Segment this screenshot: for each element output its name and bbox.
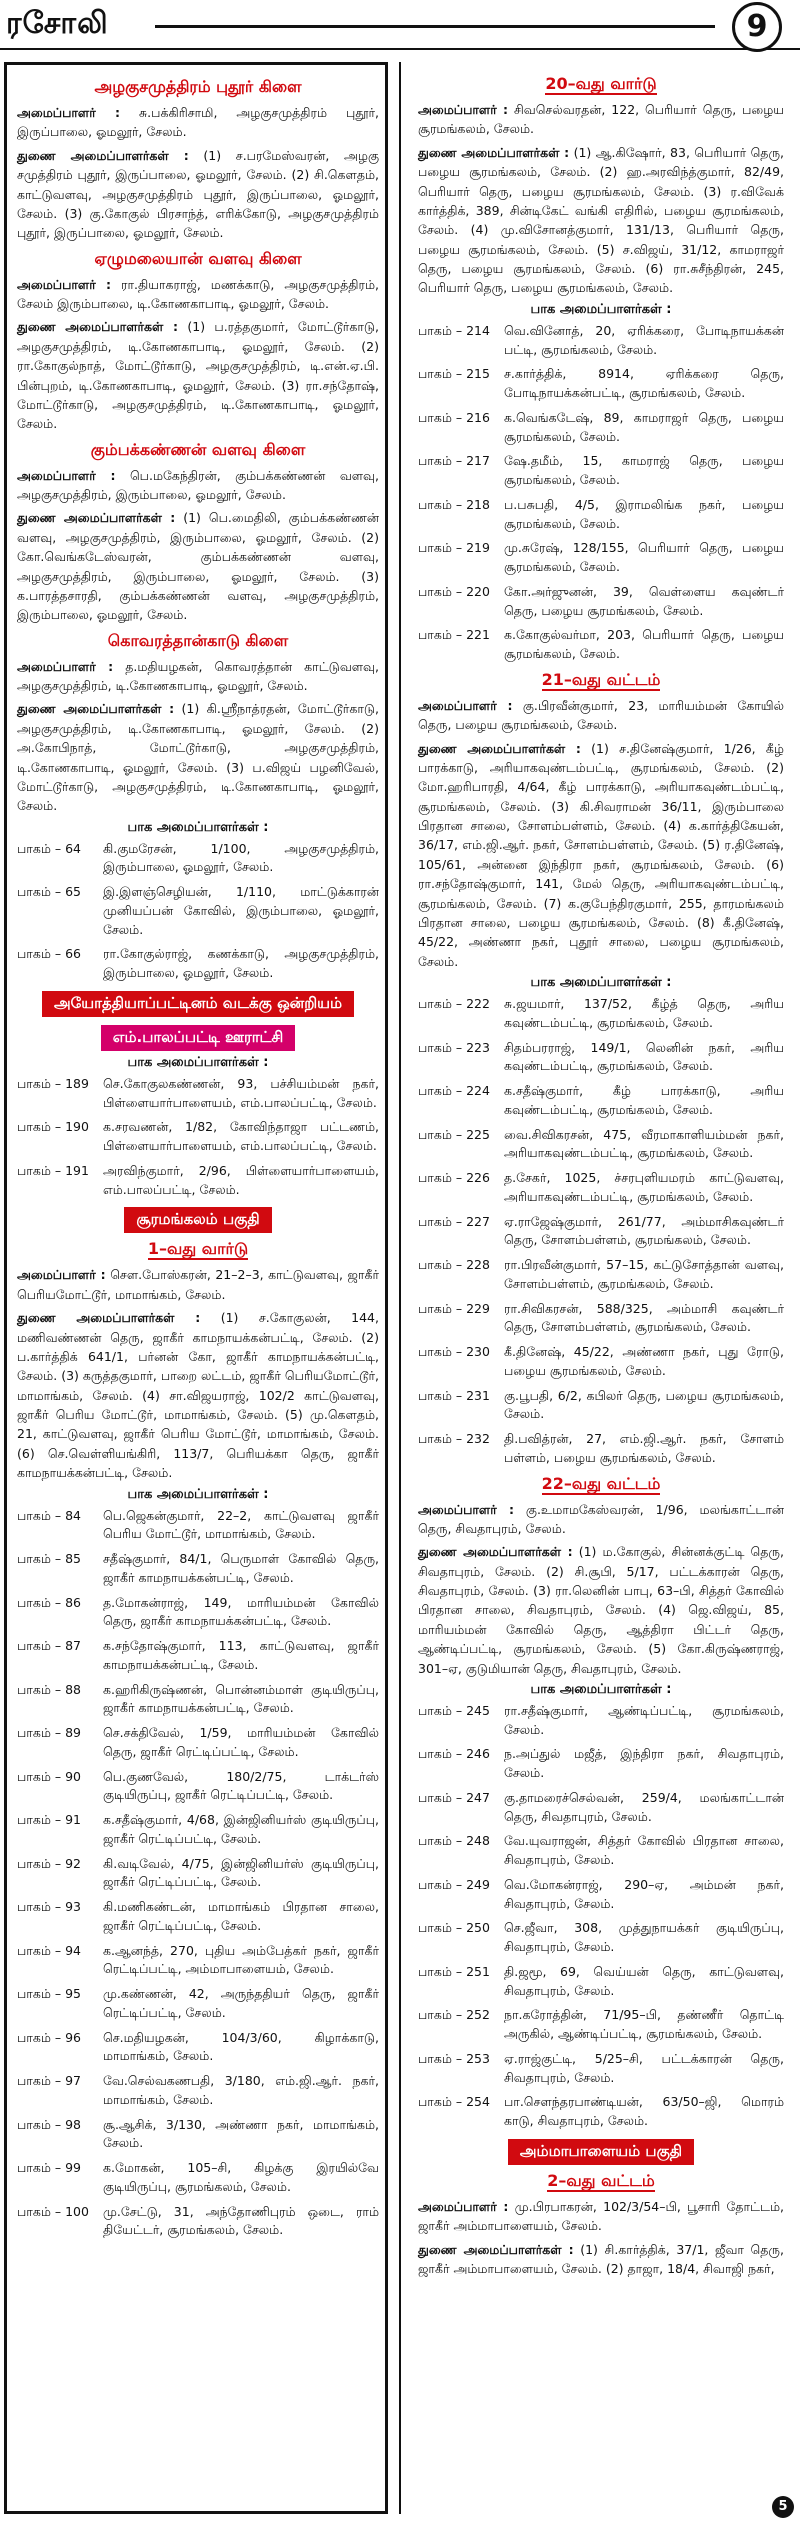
booth-row: [17, 2029, 379, 2067]
booth-number: பாகம் – 231: [418, 1387, 490, 1403]
booth-row: [418, 1213, 784, 1251]
booth-number: பாகம் – 92: [17, 1855, 81, 1871]
booth-number: பாகம் – 100: [17, 2203, 89, 2219]
booth-number: பாகம் – 219: [418, 540, 490, 556]
section-kumbakannan-branch: [17, 440, 379, 625]
booth-organizer: மு.சேட்டு, 31, அந்தோணிபுரம் ஒடை, ராம் தியேட்டர், சூரமங்கலம், சேலம்.: [103, 2203, 379, 2238]
booth-row: [418, 1039, 784, 1077]
booth-row: [418, 409, 784, 447]
booth-row: [418, 452, 784, 490]
booth-row: [418, 1430, 784, 1468]
deputy-organizers-entry: [17, 508, 379, 624]
subsection-heading: எம்.பாலப்பட்டி ஊராட்சி: [101, 1025, 296, 1051]
section-heading-text: அழகுசமுத்திரம் புதூர் கிளை: [94, 77, 302, 96]
role-label: துணை அமைப்பாளர்கள் :: [17, 1310, 201, 1326]
booth-number: பாகம் – 227: [418, 1213, 490, 1229]
booth-row: [418, 1745, 784, 1783]
booth-number: பாகம் – 215: [418, 366, 490, 382]
booth-organizer: கோ.அர்ஜுனன், 39, வெள்ளைய கவுண்டர் தெரு, பழைய சூரமங்கலம், சேலம்.: [504, 583, 784, 618]
booth-number: பாகம் – 99: [17, 2160, 81, 2175]
role-text: சிவசெல்வரதன், 122, பெரியார் தெரு, பழைய சூரமங்கலம், சேலம்.: [418, 102, 784, 137]
role-text: (1) கி.ஸ்ரீநாத்ரதன், மோட்டூர்காடு, அழகுசமுத்திரம், டி.கோணகாபாடி, ஓமலூர், சேலம். (2) அ.கோபிநாத், மோட்டூர்காடு, அழகுசமுத்திரம், டி.கோணகாபாடி, ஓமலூர், சேலம். (3) ப.விஜய் பழனிவேல், மோட்டூர்காடு, அழகுசமுத்திரம், டி.கோணகாபாடி, ஓமலூர், சேலம்.: [17, 701, 379, 814]
booth-number: பாகம் – 191: [17, 1162, 89, 1178]
booth-organizer: இ.இளஞ்செழியன், 1/110, மாட்டுக்காரன் முனியப்பன் கோவில், இரும்பாலை, ஓமலூர், சேலம்.: [103, 884, 379, 937]
section-heading-text: ஏழுமலையான் வளவு கிளை: [94, 248, 302, 268]
left-column: [4, 62, 388, 2514]
booth-row: [17, 2072, 379, 2110]
deputy-organizers-entry: [17, 146, 379, 243]
booth-number: பாகம் – 86: [17, 1594, 81, 1610]
booth-organizer: கு.தாமரைச்செல்வன், 259/4, மலங்காட்டான் தெரு, சிவதாபுரம், சேலம்.: [504, 1789, 784, 1824]
booth-number: பாகம் – 218: [418, 496, 490, 512]
booth-organizer: த.சேகர், 1025, ச்சரபுளியமரம் காட்டுவளவு, அரியாகவுண்டம்பட்டி, சூரமங்கலம், சேலம்.: [504, 1170, 784, 1204]
role-label: அமைப்பாளர் :: [17, 276, 112, 292]
booth-organizers-title: பாக அமைப்பாளர்கள் :: [127, 1486, 269, 1502]
booth-row: [418, 995, 784, 1033]
booth-row: [17, 2116, 379, 2154]
booth-row: [17, 1811, 379, 1849]
booth-organizer: ஏ.ராஜேஷ்குமார், 261/77, அம்மாசிகவுண்டர் தெரு, சோளம்பள்ளம், சூரமங்கலம், சேலம்.: [504, 1213, 784, 1248]
booth-organizer: வெ.வினோத், 20, ஏரிக்கரை, போடிநாயக்கன் பட்டி, சூரமங்கலம், சேலம்.: [504, 322, 784, 357]
subsection-heading-text: 2–வது வட்டம்: [547, 2170, 655, 2190]
booth-organizer: வை.சிவிகரசன், 475, வீரமாகாளியம்மன் நகர், அரியாகவுண்டம்பட்டி, சூரமங்கலம், சேலம்.: [504, 1126, 784, 1161]
right-column: [404, 62, 788, 2514]
booth-number: பாகம் – 97: [17, 2073, 81, 2088]
booth-row: [17, 1162, 379, 1200]
masthead: [0, 0, 800, 58]
deputy-organizers-entry: [17, 1308, 379, 1482]
booth-number: பாகம் – 214: [418, 322, 490, 338]
role-text: ரா.தியாகராஜ், மணக்காடு, அழகுசமுத்திரம், சேலம் இரும்பாலை, டி.கோணகாபாடி, ஓமலூர், சேலம்.: [17, 276, 379, 311]
booth-organizer: செ.கோகுலகண்ணன், 93, பச்சியம்மன் நகர், பிள்ளையார்பாளையம், எம்.பாலப்பட்டி, சேலம்.: [103, 1075, 379, 1110]
booth-row: [418, 1169, 784, 1207]
booth-number: பாகம் – 98: [17, 2116, 81, 2132]
booth-row: [17, 945, 379, 983]
booth-number: பாகம் – 189: [17, 1075, 89, 1091]
role-label: அமைப்பாளர் :: [418, 1501, 514, 1517]
booth-row: [418, 322, 784, 360]
booth-number: பாகம் – 250: [418, 1920, 490, 1936]
booth-row: [17, 883, 379, 939]
booth-number: பாகம் – 232: [418, 1431, 490, 1446]
section-heading: [17, 249, 379, 270]
booth-organizer: மு.சுரேஷ், 128/155, பெரியார் தெரு, பழைய சூரமங்கலம், சேலம்.: [504, 540, 784, 574]
booth-organizer: சதீஷ்குமார், 84/1, பெருமாள் கோவில் தெரு, ஜாகீர் காமநாயக்கன்பட்டி, சேலம்.: [103, 1551, 379, 1585]
booth-row: [418, 2006, 784, 2044]
publication-name: ரசோலி: [6, 6, 109, 41]
booth-number: பாகம் – 247: [418, 1789, 490, 1805]
booth-organizer: க.சதீஷ்குமார், கீழ் பாரக்காடு, அரிய கவுண்டம்பட்டி, சூரமங்கலம், சேலம்.: [504, 1083, 784, 1117]
booth-organizer: மு.கண்ணன், 42, அருந்ததியர் தெரு, ஜாகீர் ரெட்டிப்பட்டி, சேலம்.: [103, 1986, 379, 2020]
subsection-heading: [17, 1239, 379, 1260]
booth-number: பாகம் – 228: [418, 1257, 490, 1272]
booth-organizer: பா.சௌந்தரபாண்டியன், 63/50–ஜி, மொரம் காடு, சிவதாபுரம், சேலம்.: [504, 2094, 784, 2129]
role-text: த.மதியழகன், கொவரத்தான் காட்டுவளவு, அழகுசமுத்திரம், டி.கோணகாபாடி, ஓமலூர், சேலம்.: [17, 658, 379, 693]
role-text: மு.பிரபாகரன், 102/3/54–பி, பூசாரி தோட்டம், ஜாகீர் அம்மாபாளையம், சேலம்.: [418, 2198, 784, 2234]
booth-organizer: கி.வடிவேல், 4/75, இன்ஜினியர்ஸ் குடியிருப்பு, ஜாகீர் ரெட்டிப்பட்டி, சேலம்.: [103, 1855, 379, 1890]
booth-organizer: க.ஆனந்த், 270, புதிய அம்பேத்கர் நகர், ஜாகீர் ரெட்டிப்பட்டி, அம்மாபாளையம், சேலம்.: [103, 1942, 379, 1977]
section-heading: [418, 670, 784, 691]
booth-number: பாகம் – 89: [17, 1725, 81, 1740]
masthead-rule: [155, 25, 715, 28]
booth-row: [418, 1126, 784, 1164]
booth-number: பாகம் – 87: [17, 1638, 81, 1653]
booth-number: பாகம் – 96: [17, 2029, 81, 2045]
organizer-entry: [418, 1500, 784, 1539]
booth-number: பாகம் – 230: [418, 1344, 490, 1359]
section-heading-text: 21–வது வட்டம்: [541, 669, 661, 689]
booth-row: [418, 1343, 784, 1381]
deputy-organizers-entry: [17, 317, 379, 433]
booth-organizer: கி.மணிகண்டன், மாமாங்கம் பிரதான சாலை, ஜாகீர் ரெட்டிப்பட்டி, சேலம்.: [103, 1899, 379, 1933]
subsection-heading: [418, 2171, 784, 2192]
booth-number: பாகம் – 252: [418, 2007, 490, 2023]
booth-number: பாகம் – 245: [418, 1702, 490, 1718]
booth-organizers-title: பாக அமைப்பாளர்கள் :: [530, 1681, 672, 1697]
booth-organizer: பெ.ஜெகன்குமார், 22–2, காட்டுவளவு ஜாகீர் பெரிய மோட்டூர், மாமாங்கம், சேலம்.: [103, 1507, 379, 1542]
page-number: 9: [732, 2, 782, 52]
organizer-entry: [418, 100, 784, 139]
section-heading: அம்மாபாளையம் பகுதி: [508, 2139, 694, 2165]
section-heading: [17, 631, 379, 652]
section-ward-20: [418, 74, 784, 664]
section-ayothiyapattinam-north-union: [17, 991, 379, 1200]
booth-number: பாகம் – 90: [17, 1768, 81, 1784]
booth-row: [418, 1876, 784, 1914]
booth-row: [418, 1919, 784, 1957]
booth-organizer: செ.ஜீவா, 308, முத்துநாயக்கர் குடியிருப்பு, சிவதாபுரம், சேலம்.: [504, 1920, 784, 1955]
role-label: துணை அமைப்பாளர்கள் :: [17, 319, 179, 335]
booth-organizer: செ.மதியழகன், 104/3/60, கிழாக்காடு, மாமாங்கம், சேலம்.: [103, 2029, 379, 2064]
booth-row: [418, 1300, 784, 1338]
deputy-organizers-entry: [17, 699, 379, 815]
booth-number: பாகம் – 216: [418, 409, 490, 425]
role-label: அமைப்பாளர் :: [17, 467, 116, 483]
booth-organizer: செ.சக்திவேல், 1/59, மாரியம்மன் கோவில் தெரு, ஜாகீர் ரெட்டிப்பட்டி, சேலம்.: [103, 1725, 379, 1759]
booth-organizer: ந.அப்துல் மஜீத், இந்திரா நகர், சிவதாபுரம், சேலம்.: [504, 1746, 784, 1781]
organizer-entry: [17, 657, 379, 696]
booth-row: [17, 1724, 379, 1762]
booth-number: பாகம் – 85: [17, 1551, 81, 1566]
booth-row: [418, 1702, 784, 1740]
booth-organizer: தி.பவித்ரன், 27, எம்.ஜி.ஆர். நகர், சோளம் பள்ளம், பழைய சூரமங்கலம், சேலம்.: [504, 1431, 784, 1465]
booth-organizer: ரா.பிரவீன்குமார், 57–15, கட்டுசோத்தான் வளவு, சோளம்பள்ளம், சூரமங்கலம், சேலம்.: [504, 1257, 784, 1291]
section-ward-22: [418, 1474, 784, 2131]
organizer-entry: [418, 696, 784, 735]
section-ezhumalaiyan-branch: [17, 249, 379, 434]
booth-row: [17, 1637, 379, 1675]
booth-row: [17, 1942, 379, 1980]
booth-organizer: வெ.மோகன்ராஜ், 290–ஏ, அம்மன் நகர், சிவதாபுரம், சேலம்.: [504, 1876, 784, 1911]
booth-organizer: நா.கரோத்தின், 71/95–பி, தண்ணீர் தொட்டி அருகில், ஆண்டிப்பட்டி, சூரமங்கலம், சேலம்.: [504, 2007, 784, 2042]
booth-organizer: ரா.கோகுல்ராஜ், கணக்காடு, அழகுசமுத்திரம், இரும்பாலை, ஓமலூர், சேலம்.: [103, 946, 379, 981]
booth-number: பாகம் – 226: [418, 1170, 490, 1185]
section-heading-text: கும்பக்கண்ணன் வளவு கிளை: [90, 439, 306, 459]
booth-row: [418, 583, 784, 621]
deputy-organizers-entry: [418, 2240, 784, 2279]
section-heading: [418, 74, 784, 95]
booth-row: [418, 1082, 784, 1120]
booth-organizer: க.ஹரிகிருஷ்ணன், பொன்னம்மாள் குடியிருப்பு, ஜாகீர் காமநாயக்கன்பட்டி, சேலம்.: [103, 1681, 379, 1716]
role-label: துணை அமைப்பாளர்கள் :: [418, 144, 570, 160]
role-text: (1) ச.கோகுலன், 144, மணிவண்ணன் தெரு, ஜாகீர் காமநாயக்கன்பட்டி, சேலம். (2) ப.கார்த்திக் 641/1, பர்னன் கோ, ஜாகீர் காமநாயக்கன்பட்டி, சேலம். (3) கருத்தகுமார், பாறை லட்டம், ஜாகீர் பெரியமோட்டூர், மாமாங்கம், சேலம். (4) சா.விஜயராஜ், 102/2 காட்டுவளவு, ஜாகீர் பெரிய மோட்டூர், மாமாங்கம், சேலம். (5) மு.கௌதம், 21, காட்டுவளவு, ஜாகீர் பெரிய மோட்டூர், மாமாங்கம், சேலம். (6) செ.வெள்ளியங்கிரி, 113/7, பெரியக்கா தெரு, ஜாகீர் காமநாயக்கன்பட்டி, சேலம்.: [17, 1310, 379, 1481]
section-heading-text: 22–வது வட்டம்: [541, 1473, 661, 1493]
deputy-organizers-entry: [418, 1542, 784, 1678]
booth-organizers-title: பாக அமைப்பாளர்கள் :: [127, 819, 269, 835]
booth-row: [17, 1898, 379, 1936]
booth-row: [17, 1594, 379, 1632]
booth-organizer: சூ.ஆசிக், 3/130, அண்ணா நகர், மாமாங்கம், சேலம்.: [103, 2116, 379, 2151]
booth-organizer: ரா.சதீஷ்குமார், ஆண்டிப்பட்டி, சூரமங்கலம், சேலம்.: [504, 1702, 784, 1737]
section-heading: [17, 440, 379, 461]
booth-organizer: த.மோகன்ராஜ், 149, மாரியம்மன் கோவில் தெரு, ஜாகீர் காமநாயக்கன்பட்டி, சேலம்.: [103, 1594, 379, 1629]
booth-number: பாகம் – 221: [418, 627, 490, 643]
deputy-organizers-entry: [418, 739, 784, 972]
booth-row: [418, 1832, 784, 1870]
booth-row: [17, 2159, 379, 2197]
deputy-organizers-entry: [418, 143, 784, 298]
booth-organizer: அரவிந்குமார், 2/96, பிள்ளையார்பாளையம், எம்.பாலப்பட்டி, சேலம்.: [103, 1162, 379, 1197]
section-heading: [418, 1474, 784, 1495]
section-azhagusamudram-branch: [17, 77, 379, 243]
booth-number: பாகம் – 88: [17, 1681, 81, 1697]
booth-number: பாகம் – 94: [17, 1942, 81, 1958]
booth-row: [17, 1550, 379, 1588]
role-label: அமைப்பாளர் :: [418, 102, 509, 117]
booth-number: பாகம் – 95: [17, 1986, 81, 2001]
booth-row: [418, 1387, 784, 1425]
booth-organizer: வே.செல்வகணபதி, 3/180, எம்.ஜி.ஆர். நகர், மாமாங்கம், சேலம்.: [103, 2073, 379, 2107]
booth-organizer: ச.கார்த்திக், 8914, ஏரிக்கரை தெரு, போடிநாயக்கன்பட்டி, சூரமங்கலம், சேலம்.: [504, 366, 784, 400]
booth-organizer: க.கோகுல்வர்மா, 203, பெரியார் தெரு, பழைய சூரமங்கலம், சேலம்.: [504, 627, 784, 661]
section-heading-text: கொவரத்தான்காடு கிளை: [107, 630, 289, 650]
booth-row: [17, 1118, 379, 1156]
organizer-entry: [418, 2197, 784, 2236]
booth-number: பாகம் – 222: [418, 996, 490, 1011]
role-label: துணை அமைப்பாளர்கள் :: [418, 740, 581, 756]
booth-row: [17, 840, 379, 878]
role-text: (1) ஆ.கிஷோர், 83, பெரியார் தெரு, பழைய சூரமங்கலம், சேலம். (2) ஹ.அரவிந்த்குமார், 82/49, பெரியார் தெரு, பழைய சூரமங்கலம், சேலம். (3) ர.விவேக் கார்த்திக், 389, சின்டிகேட் வங்கி எதிரில், பழைய சூரமங்கலம், சேலம். (4) மு.விசோனத்குமார், 131/13, பெரியார் தெரு, பழைய சூரமங்கலம், சேலம். (5) ச.விஜய், 31/12, காமராஜர் தெரு, பழைய சூரமங்கலம், சேலம். (6) ரா.சுசீந்திரன், 245, பெரியார் தெரு, பழைய சூரமங்கலம், சேலம்.: [418, 144, 784, 296]
section-ammapalayam-area: [418, 2139, 784, 2279]
booth-number: பாகம் – 253: [418, 2050, 490, 2066]
role-label: அமைப்பாளர் :: [17, 1267, 106, 1283]
booth-number: பாகம் – 224: [418, 1083, 490, 1098]
booth-number: பாகம் – 190: [17, 1119, 89, 1135]
booth-number: பாகம் – 217: [418, 453, 490, 469]
booth-row: [418, 2093, 784, 2131]
booth-row: [17, 2203, 379, 2241]
role-label: துணை அமைப்பாளர்கள் :: [17, 147, 189, 163]
booth-row: [17, 1681, 379, 1719]
booth-number: பாகம் – 246: [418, 1746, 490, 1762]
role-text: கு.உமாமகேஸ்வரன், 1/96, மலங்காட்டான் தெரு, சிவதாபுரம், சேலம்.: [418, 1501, 785, 1536]
booth-number: பாகம் – 66: [17, 946, 81, 962]
role-label: துணை அமைப்பாளர்கள் :: [17, 701, 175, 717]
booth-row: [17, 1985, 379, 2023]
role-label: அமைப்பாளர் :: [418, 697, 513, 713]
section-suramangalam-area: [17, 1207, 379, 2240]
organizer-entry: [17, 103, 379, 142]
booth-number: பாகம் – 84: [17, 1507, 81, 1523]
section-heading: அயோத்தியாப்பட்டினம் வடக்கு ஒன்றியம்: [42, 991, 354, 1017]
booth-row: [418, 1963, 784, 2001]
role-text: கு.பிரவீன்குமார், 23, மாரியம்மன் கோயில் தெரு, பழைய சூரமங்கலம், சேலம்.: [418, 697, 785, 733]
organizer-entry: [17, 466, 379, 505]
booth-organizer: க.சதீஷ்குமார், 4/68, இன்ஜினியர்ஸ் குடியிருப்பு, ஜாகீர் ரெட்டிப்பட்டி, சேலம்.: [103, 1812, 379, 1846]
booth-organizer: ஷே.தமீம், 15, காமராஜ் தெரு, பழைய சூரமங்கலம், சேலம்.: [504, 453, 784, 487]
role-label: அமைப்பாளர் :: [418, 2198, 509, 2214]
role-label: துணை அமைப்பாளர்கள் :: [17, 510, 176, 526]
booth-row: [17, 1507, 379, 1545]
booth-number: பாகம் – 93: [17, 1899, 81, 1914]
section-heading-text: 20–வது வார்டு: [545, 74, 657, 93]
booth-row: [418, 365, 784, 403]
role-label: அமைப்பாளர் :: [17, 658, 114, 674]
booth-row: [418, 1256, 784, 1294]
booth-number: பாகம் – 229: [418, 1300, 490, 1316]
booth-number: பாகம் – 249: [418, 1876, 490, 1892]
booth-organizer: ஏ.ராஜ்குட்டி, 5/25–சி, பட்டக்காரன் தெரு, சிவதாபுரம், சேலம்.: [504, 2050, 784, 2085]
booth-number: பாகம் – 91: [17, 1812, 81, 1827]
role-text: சு.பக்கிரிசாமி, அழகுசமுத்திரம் புதூர், இருப்பாலை, ஓமலூர், சேலம்.: [17, 105, 379, 140]
booth-organizer: சு.ஜயமார், 137/52, கீழ்த் தெரு, அரிய கவுண்டம்பட்டி, சூரமங்கலம், சேலம்.: [504, 996, 784, 1030]
booth-row: [17, 1855, 379, 1893]
role-text: (1) சி.கார்த்திக், 37/1, ஜீவா தெரு, ஜாகீர் அம்மாபாளையம், சேலம். (2) தாஜா, 18/4, சிவாஜி நகர்,: [418, 2241, 784, 2276]
booth-organizer: கி.குமரேசன், 1/100, அழகுசமுத்திரம், இரும்பாலை, ஓமலூர், சேலம்.: [103, 840, 379, 875]
booth-organizer: கு.பூபதி, 6/2, கபிலர் தெரு, பழைய சூரமங்கலம், சேலம்.: [504, 1387, 784, 1422]
booth-row: [17, 1075, 379, 1113]
booth-row: [418, 626, 784, 664]
booth-organizer: க.வெங்கடேஷ், 89, காமராஜர் தெரு, பழைய சூரமங்கலம், சேலம்.: [504, 409, 784, 444]
booth-organizers-title: பாக அமைப்பாளர்கள் :: [127, 1054, 269, 1070]
organizer-entry: [17, 1265, 379, 1304]
booth-number: பாகம் – 251: [418, 1963, 490, 1979]
booth-row: [418, 1789, 784, 1827]
booth-number: பாகம் – 254: [418, 2094, 490, 2110]
section-heading: சூரமங்கலம் பகுதி: [124, 1207, 271, 1233]
booth-organizer: வே.யுவராஜன், சித்தர் கோவில் பிரதான சாலை, சிவதாபுரம், சேலம்.: [504, 1833, 784, 1868]
footer-badge: 5: [772, 2496, 794, 2518]
booth-organizers-title: பாக அமைப்பாளர்கள் :: [530, 975, 672, 990]
booth-organizer: தி.ஜமூ, 69, வெய்யன் தெரு, காட்டுவளவு, சிவதாபுரம், சேலம்.: [504, 1963, 784, 1998]
role-label: அமைப்பாளர் :: [17, 105, 121, 120]
booth-organizer: ப.பசுபதி, 4/5, இராமலிங்க நகர், பழைய சூரமங்கலம், சேலம்.: [504, 496, 784, 531]
masthead-bottom-rule: [0, 48, 800, 50]
subsection-heading-text: 1–வது வார்டு: [147, 1239, 249, 1259]
booth-number: பாகம் – 223: [418, 1039, 490, 1055]
booth-number: பாகம் – 248: [418, 1833, 490, 1849]
booth-organizer: பெ.குணவேல், 180/2/75, டாக்டர்ஸ் குடியிருப்பு, ஜாகீர் ரெட்டிப்பட்டி, சேலம்.: [103, 1768, 379, 1803]
organizer-entry: [17, 275, 379, 314]
booth-number: பாகம் – 225: [418, 1126, 490, 1142]
role-label: துணை அமைப்பாளர்கள் :: [418, 2241, 574, 2257]
section-heading: [17, 77, 379, 98]
booth-organizer: க.சந்தோஷ்குமார், 113, காட்டுவளவு, ஜாகீர் காமநாயக்கன்பட்டி, சேலம்.: [103, 1638, 379, 1672]
booth-number: பாகம் – 220: [418, 583, 490, 599]
booth-row: [418, 2050, 784, 2088]
booth-row: [418, 539, 784, 577]
role-label: துணை அமைப்பாளர்கள் :: [418, 1544, 573, 1560]
booth-organizer: கீ.தினேஷ், 45/22, அண்ணா நகர், புது ரோடு, பழைய சூரமங்கலம், சேலம்.: [504, 1344, 784, 1378]
booth-row: [418, 496, 784, 534]
section-ward-21: [418, 670, 784, 1468]
role-text: (1) ப.ரத்தகுமார், மோட்டூர்காடு, அழகுசமுத்திரம், டி.கோணகாபாடி, ஓமலூர், சேலம். (2) ரா.கோகுல்நாத், மோட்டூர்காடு, அழகுசமுத்திரம், டி.என்.ஏ.பி. பின்புறம், டி.கோணகாபாடி, ஓமலூர், சேலம். (3) ரா.சந்தோஷ், மோட்டூர்காடு, அழகுசமுத்திரம், டி.கோணகாபாடி, ஓமலூர், சேலம்.: [17, 319, 379, 432]
booth-row: [17, 1768, 379, 1806]
role-text: (1) ச.தினேஷ்குமார், 1/26, கீழ் பாரக்காடு, அரியாகவுண்டம்பட்டி, சூரமங்கலம், சேலம். (2) மோ.ஹரிபாரதி, 4/64, கீழ் பாரக்காடு, அரியாகவுண்டம்பட்டி, சூரமங்கலம், சேலம். (3) கி.சிவராமன் 36/11, இரும்பாலை பிரதான சாலை, சோளம்பள்ளம், சேலம். (4) க.கார்த்திகேயன், 36/17, எம்.ஜி.ஆர். நகர், சோளம்பள்ளம், சேலம். (5) ர.தினேஷ், 105/61, அன்னை இந்திரா நகர், சூரமங்கலம், சேலம். (6) ரா.சந்தோஷ்குமார், 141, மேல் தெரு, அரியாகவுண்டம்பட்டி, சூரமங்கலம், சேலம். (7) க.குபேந்திரகுமார், 255, தாரமங்கலம் பிரதான சாலை, பழைய சூரமங்கலம், சேலம். (8) கீ.தினேஷ், 45/22, அண்ணா நகர், புதூர் சாலை, பழைய சூரமங்கலம், சேலம்.: [418, 740, 784, 969]
role-text: பெ.மகேந்திரன், கும்பக்கண்ணன் வளவு, அழகுசமுத்திரம், இரும்பாலை, ஓமலூர், சேலம்.: [17, 467, 379, 502]
column-divider: [399, 62, 401, 2514]
section-kovarathankadu-branch: [17, 631, 379, 983]
role-text: (1) பெ.மைதிலி, கும்பக்கண்ணன் வளவு, அழகுசமுத்திரம், இரும்பாலை, ஓமலூர், சேலம். (2) கோ.வெங்கடேஸ்வரன், கும்பக்கண்ணன் வளவு, அழகுசமுத்திரம், இரும்பாலை, ஓமலூர், சேலம். (3) க.பாரத்தசாரதி, கும்பக்கண்ணன் வளவு, அழகுசமுத்திரம், இரும்பாலை, ஓமலூர், சேலம்.: [17, 510, 379, 623]
role-text: சௌ.போஸ்கரன், 21–2–3, காட்டுவளவு, ஜாகீர் பெரியமோட்டூர், மாமாங்கம், சேலம்.: [17, 1267, 379, 1302]
role-text: (1) ம.கோகுல், சின்னக்குட்டி தெரு, சிவதாபுரம், சேலம். (2) சி.சூபி, 5/17, பட்டக்காரன் தெரு, சிவதாபுரம், சேலம். (3) ரா.லெனின் பாபு, 63–பி, சித்தர் கோவில் பிரதான சாலை, சிவதாபுரம், சேலம். (4) ஜெ.விஜய், 85, மாரியம்மன் கோவில் தெரு, ஆத்திரா பிட்டர் தெரு, ஆண்டிப்பட்டி, சூரமங்கலம், சேலம். (5) கோ.கிருஷ்ணராஜ், 301–ஏ, குடுமியான் தெரு, சிவதாபுரம், சேலம்.: [418, 1544, 784, 1676]
booth-organizers-title: பாக அமைப்பாளர்கள் :: [530, 301, 672, 317]
booth-number: பாகம் – 64: [17, 840, 81, 856]
booth-organizer: க.சரவணன், 1/82, கோவிந்தாஜா பட்டணம், பிள்ளையார்பாளையம், எம்.பாலப்பட்டி, சேலம்.: [103, 1119, 379, 1154]
booth-number: பாகம் – 65: [17, 884, 81, 900]
booth-organizer: சிதம்பரராஜ், 149/1, லெனின் நகர், அரிய கவுண்டம்பட்டி, சூரமங்கலம், சேலம்.: [504, 1039, 784, 1074]
booth-organizer: க.மோகன், 105–சி, கிழக்கு இரயில்வே குடியிருப்பு, சூரமங்கலம், சேலம்.: [103, 2160, 379, 2194]
booth-organizer: ரா.சிவிகரசன், 588/325, அம்மாசி கவுண்டர் தெரு, சோளம்பள்ளம், சூரமங்கலம், சேலம்.: [504, 1300, 784, 1335]
role-text: (1) ச.பரமேஸ்வரன், அழகு சமுத்திரம் புதூர், இருப்பாலை, ஓமலூர், சேலம். (2) சி.கௌதம், காட்டுவளவு, அழகுசமுத்திரம் புதூர், இருப்பாலை, ஓமலூர், சேலம். (3) கு.கோகுல் பிரசாந்த், எரிக்கோடு, அழகுசமுத்திரம் புதூர், இருப்பாலை, ஓமலூர், சேலம்.: [17, 147, 379, 241]
